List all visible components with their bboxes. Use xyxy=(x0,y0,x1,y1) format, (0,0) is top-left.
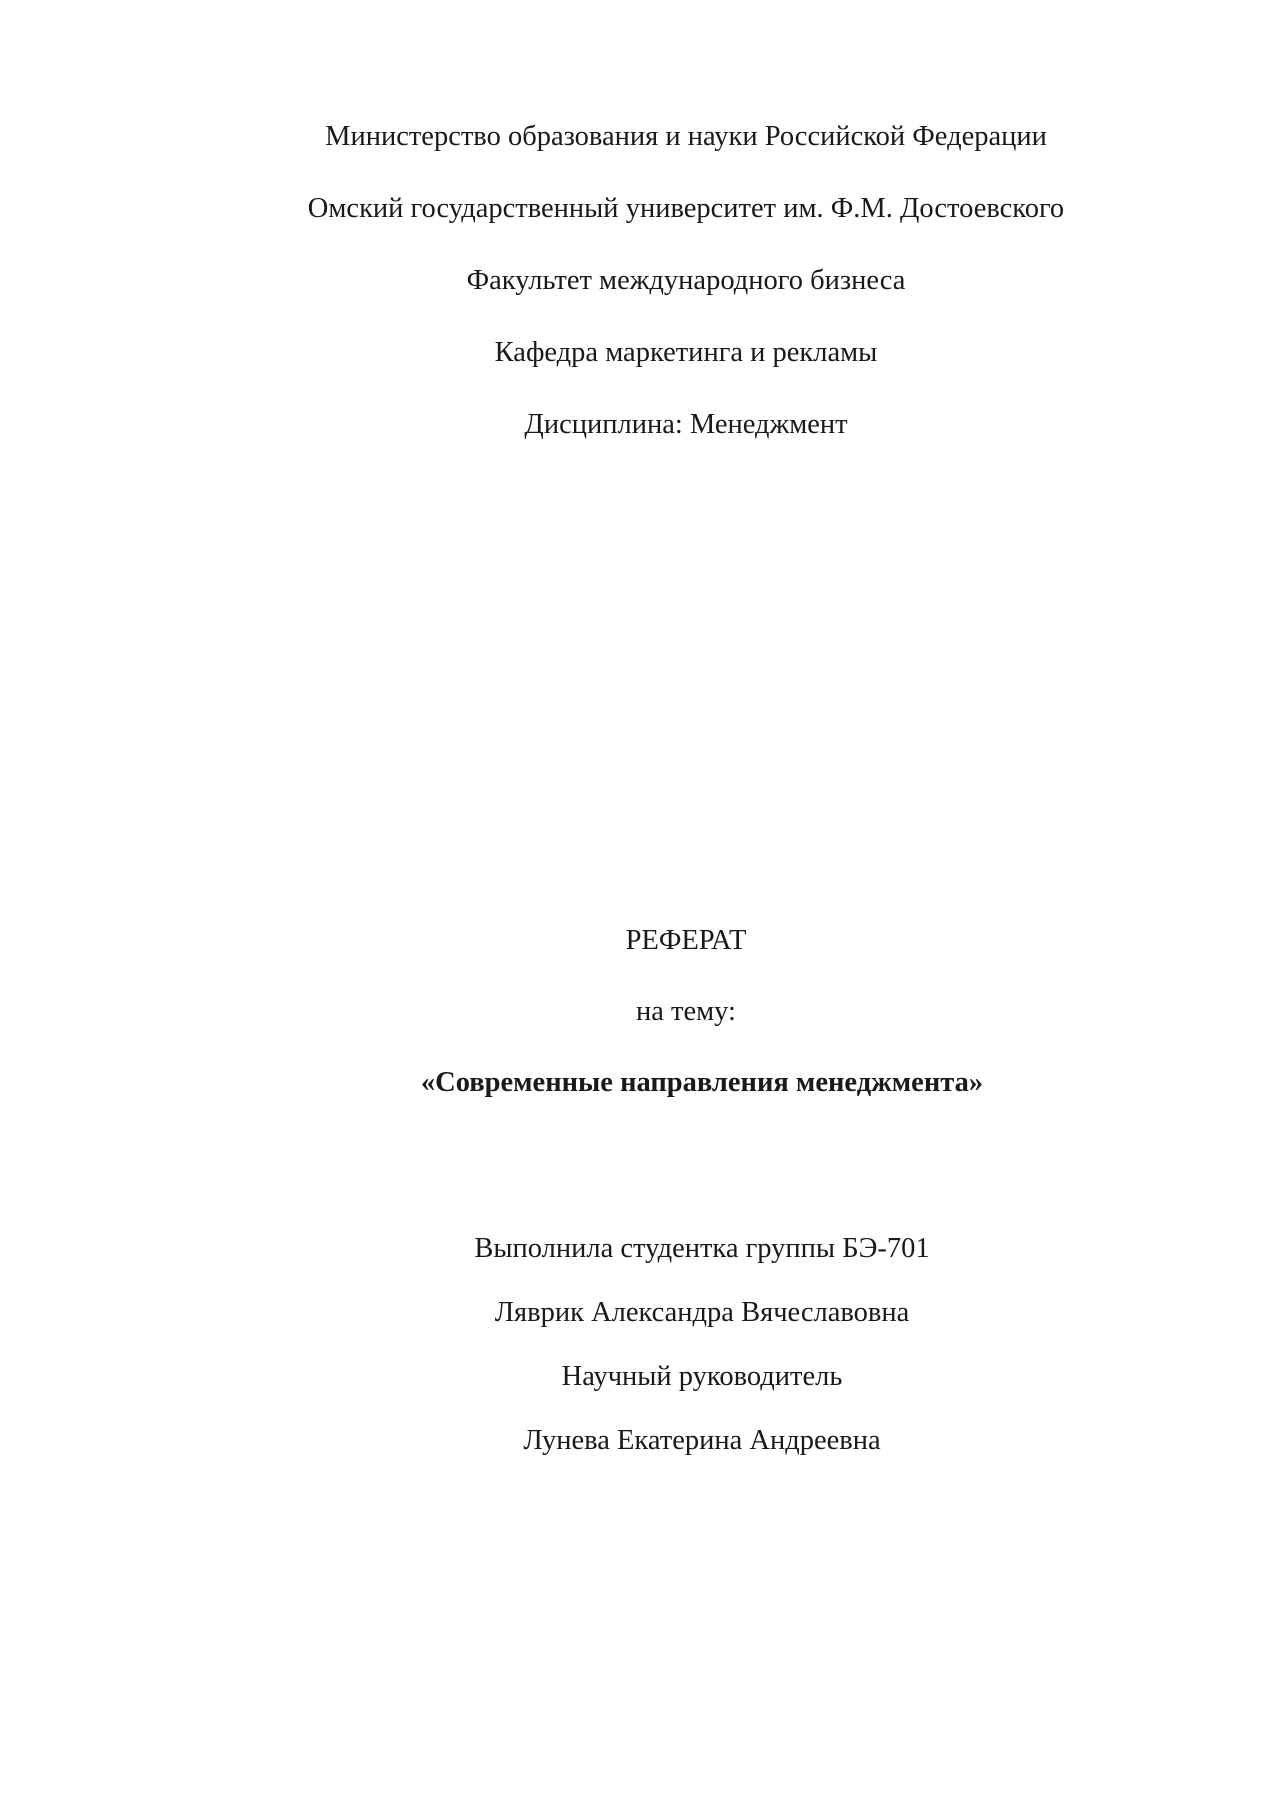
subject-intro: на тему: xyxy=(636,996,736,1027)
faculty-line: Факультет международного бизнеса xyxy=(466,265,906,296)
topic-title: «Современные направления менеджмента» xyxy=(420,1067,984,1098)
university-line: Омский государственный университет им. Ф.М. Достоевского xyxy=(307,193,1065,224)
department-line: Кафедра маркетинга и рекламы xyxy=(494,337,878,368)
discipline-line: Дисциплина: Менеджмент xyxy=(524,409,848,440)
supervisor-label: Научный руководитель xyxy=(561,1361,843,1392)
supervisor-name: Лунева Екатерина Андреевна xyxy=(523,1425,881,1456)
doc-type-title: РЕФЕРАТ xyxy=(625,925,747,956)
student-name: Ляврик Александра Вячеславовна xyxy=(494,1297,910,1328)
performed-by-line: Выполнила студентка группы БЭ-701 xyxy=(474,1233,930,1264)
ministry-line: Министерство образования и науки Российской Федерации xyxy=(325,121,1047,152)
